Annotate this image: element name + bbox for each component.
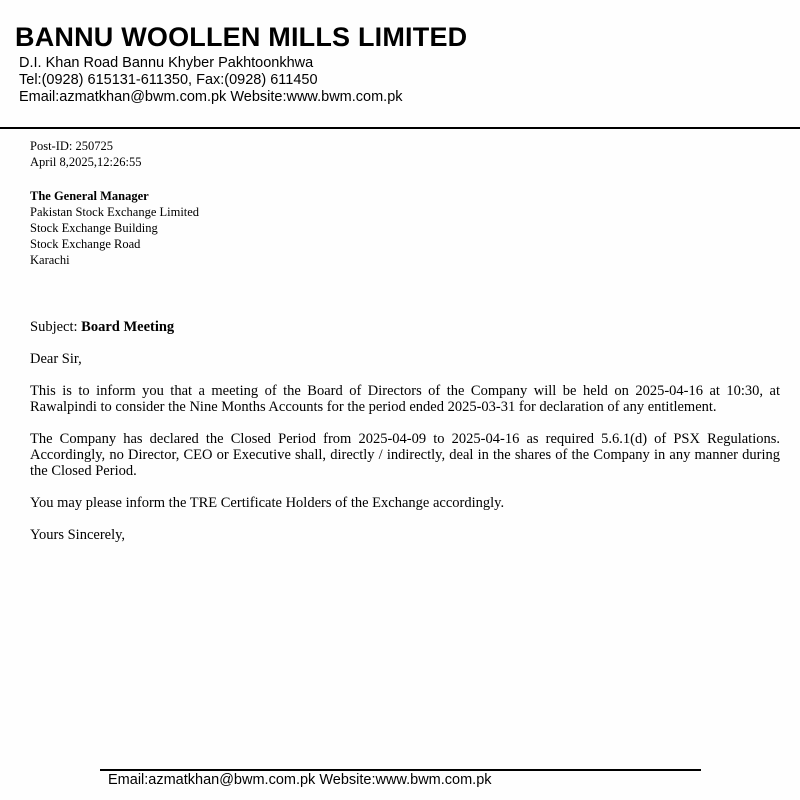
company-address: D.I. Khan Road Bannu Khyber Pakhtoonkhwa bbox=[19, 55, 314, 71]
closing: Yours Sincerely, bbox=[30, 527, 126, 543]
post-id: Post-ID: 250725 bbox=[30, 139, 113, 153]
subject-label: Subject: bbox=[30, 319, 78, 335]
subject-line bbox=[30, 319, 174, 336]
body-paragraph: The Company has declared the Closed Period from 2025-04-09 to 2025-04-16 as required 5.6.1(d) of PSX Regulations. Accordingly, no Director, CEO or Executive shall, directly / indirectly, deal in the shares of the Company in any manner during the Closed Period. bbox=[30, 431, 780, 479]
recipient-line: Pakistan Stock Exchange Limited bbox=[30, 205, 200, 219]
subject-text: Board Meeting bbox=[81, 319, 175, 335]
recipient-title: The General Manager bbox=[30, 189, 149, 203]
footer-contact: Email:azmatkhan@bwm.com.pk Website:www.bwm.com.pk bbox=[108, 772, 492, 788]
salutation: Dear Sir, bbox=[30, 351, 82, 367]
recipient-line: Stock Exchange Building bbox=[30, 221, 158, 235]
body-paragraph: You may please inform the TRE Certificate Holders of the Exchange accordingly. bbox=[30, 495, 505, 511]
footer-divider bbox=[100, 769, 701, 771]
recipient-line: Stock Exchange Road bbox=[30, 237, 141, 251]
body-paragraph: This is to inform you that a meeting of the Board of Directors of the Company will be held on 2025-04-16 at 10:30, at Rawalpindi to consider the Nine Months Accounts for the period ended 2025-03-31 for declaration of any entitlement. bbox=[30, 383, 780, 415]
company-contact: Email:azmatkhan@bwm.com.pk Website:www.bwm.com.pk bbox=[19, 89, 403, 105]
recipient-line: Karachi bbox=[30, 253, 70, 267]
header-divider bbox=[0, 127, 800, 129]
company-name: BANNU WOOLLEN MILLS LIMITED bbox=[15, 22, 468, 52]
company-phone-fax: Tel:(0928) 615131-611350, Fax:(0928) 611450 bbox=[19, 72, 318, 88]
post-datetime: April 8,2025,12:26:55 bbox=[30, 155, 142, 169]
